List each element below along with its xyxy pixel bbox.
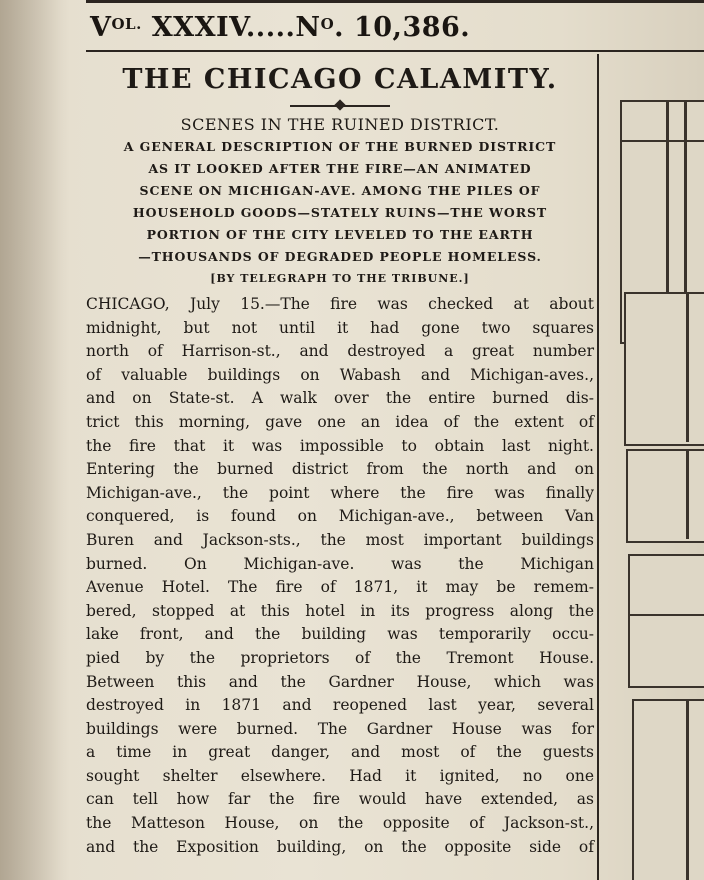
body-line: Buren and Jackson-sts., the most important buildings — [86, 530, 594, 549]
body-line: Entering the burned district from the north and on — [86, 460, 594, 479]
building-illustration-frame — [626, 449, 704, 543]
body-line: lake front, and the building was temporarily occu- — [86, 625, 594, 644]
body-line: Avenue Hotel. The fire of 1871, it may be remem- — [86, 578, 594, 597]
body-line: Michigan-ave., the point where the fire was finally — [86, 483, 594, 502]
deck-line: AS IT LOOKED AFTER THE FIRE—AN ANIMATED — [148, 161, 532, 176]
article-headline: THE CHICAGO CALAMITY. — [122, 64, 558, 95]
body-line: trict this morning, gave one an idea of the extent of — [86, 412, 594, 431]
body-line: Between this and the Gardner House, which was — [86, 672, 594, 691]
column-divider — [597, 54, 599, 880]
illustration-line — [620, 140, 704, 142]
illustration-line — [686, 699, 689, 880]
illustration-line — [686, 292, 689, 442]
body-line: sought shelter elsewhere. Had it ignited, no one — [86, 766, 594, 785]
body-line: the fire that it was impossible to obtain last night. — [86, 436, 594, 455]
deck-line: —THOUSANDS OF DEGRADED PEOPLE HOMELESS. — [138, 249, 542, 264]
vol-sup: OL. — [111, 15, 142, 33]
top-rule — [86, 0, 704, 3]
building-illustration-frame — [632, 699, 704, 880]
body-line: the Matteson House, on the opposite of Jackson-st., — [86, 814, 594, 833]
page-fold-shadow — [0, 0, 70, 880]
issue-number: . 10,386. — [334, 12, 471, 43]
deck-line: A GENERAL DESCRIPTION OF THE BURNED DISTRICT — [123, 139, 557, 154]
body-line: bered, stopped at this hotel in its progress along the — [86, 601, 594, 620]
deck-line: SCENE ON MICHIGAN-AVE. AMONG THE PILES OF — [139, 183, 541, 198]
body-line: and on State-st. A walk over the entire burned dis- — [86, 389, 594, 408]
article-deck — [86, 136, 594, 268]
illustration-line — [686, 449, 689, 539]
deck-line: PORTION OF THE CITY LEVELED TO THE EARTH — [146, 227, 534, 242]
body-line: conquered, is found on Michigan-ave., between Van — [86, 507, 594, 526]
body-line: a time in great danger, and most of the guests — [86, 743, 594, 762]
body-line: pied by the proprietors of the Tremont House. — [86, 648, 594, 667]
body-line: of valuable buildings on Wabash and Michigan-aves., — [86, 365, 594, 384]
body-line: north of Harrison-st., and destroyed a great number — [86, 342, 594, 361]
body-line: midnight, but not until it had gone two squares — [86, 318, 594, 337]
article-byline: [BY TELEGRAPH TO THE TRIBUNE.] — [210, 272, 470, 285]
building-illustration-frame — [624, 292, 704, 446]
vol-prefix: V — [90, 12, 112, 43]
adjacent-column-illustration — [602, 54, 704, 880]
vol-number: XXXIV.....N — [141, 12, 321, 43]
body-line: can tell how far the fire would have extended, as — [86, 790, 594, 809]
masthead-volume-line — [90, 12, 670, 43]
body-line: destroyed in 1871 and reopened last year, several — [86, 696, 594, 715]
body-line: and the Exposition building, on the opposite side of — [86, 837, 594, 856]
article-body — [86, 293, 594, 859]
masthead-rule — [86, 50, 704, 52]
headline-ornament — [290, 100, 390, 112]
building-illustration-frame — [628, 554, 704, 688]
body-line: buildings were burned. The Gardner House was for — [86, 719, 594, 738]
body-line: CHICAGO, July 15.—The fire was checked at about — [86, 295, 594, 313]
article-subhead: SCENES IN THE RUINED DISTRICT. — [180, 115, 500, 134]
illustration-line — [628, 614, 704, 616]
no-sup: O — [320, 15, 335, 33]
deck-line: HOUSEHOLD GOODS—STATELY RUINS—THE WORST — [132, 205, 548, 220]
body-line: burned. On Michigan-ave. was the Michigan — [86, 554, 594, 573]
article-column — [86, 56, 594, 859]
